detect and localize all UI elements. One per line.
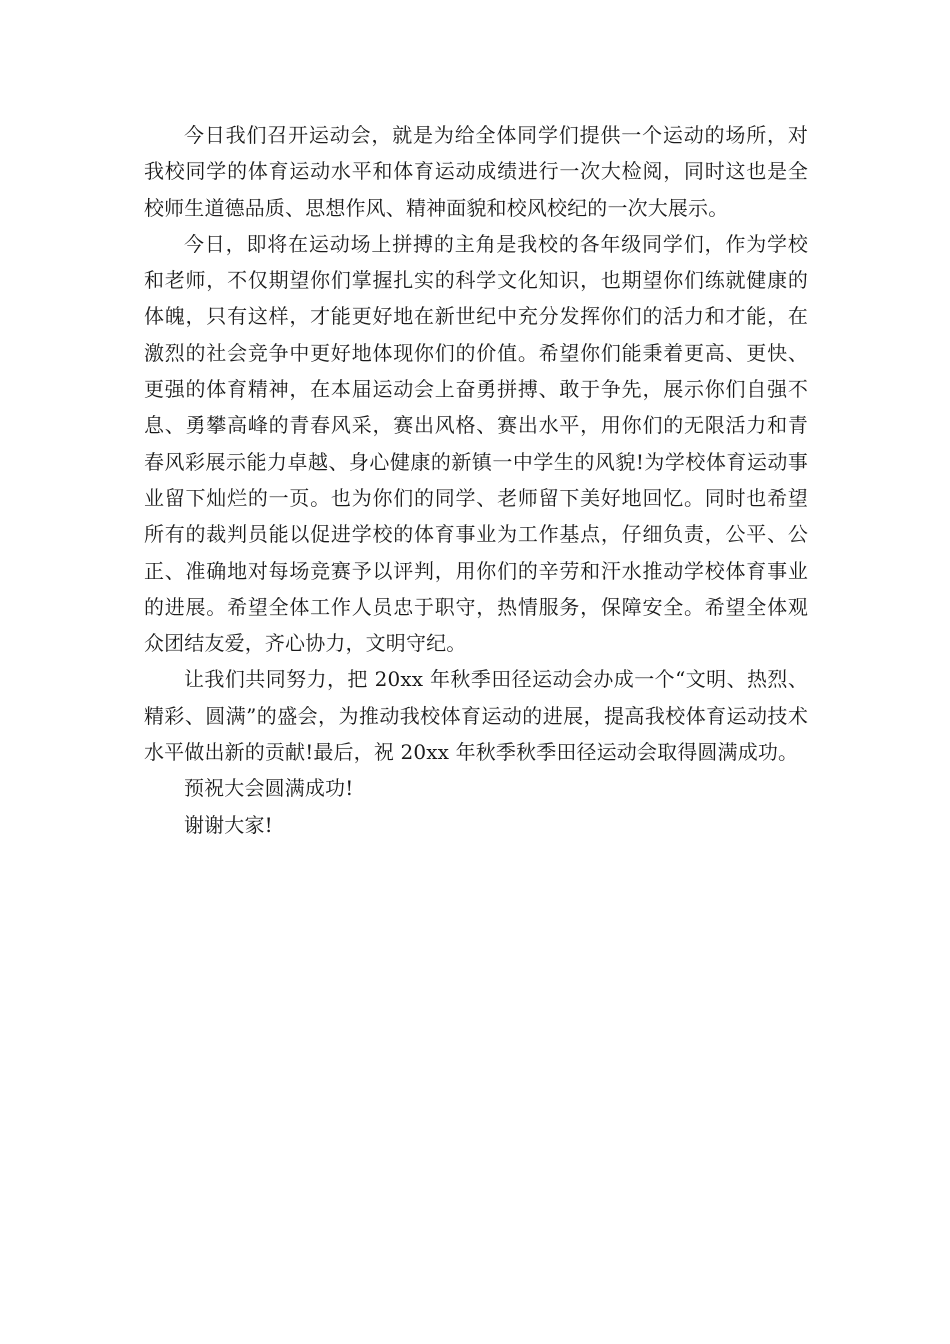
paragraph-call-to-action: 让我们共同努力，把 20xx 年秋季田径运动会办成一个“文明、热烈、精彩、圆满”的盛会，为推动我校体育运动的进展，提高我校体育运动技术水平做出新的贡献!最后，祝 20xx 年秋季秋季田径运动会取得圆满成功。 — [144, 667, 808, 765]
paragraph-opening: 今日我们召开运动会，就是为给全体同学们提供一个运动的场所，对我校同学的体育运动水平和体育运动成绩进行一次大检阅，同时这也是全校师生道德品质、思想作风、精神面貌和校风校纪的一次大展示。 — [144, 123, 808, 220]
paragraph-wish: 预祝大会圆满成功! — [184, 776, 354, 801]
paragraph-expectations: 今日，即将在运动场上拼搏的主角是我校的各年级同学们，作为学校和老师，不仅期望你们掌握扎实的科学文化知识，也期望你们练就健康的体魄，只有这样，才能更好地在新世纪中充分发挥你们的活力和才能，在激烈的社会竞争中更好地体现你们的价值。希望你们能秉着更高、更快、更强的体育精神，在本届运动会上奋勇拼搏、敢于争先，展示你们自强不息、勇攀高峰的青春风采，赛出风格、赛出水平，用你们的无限活力和青春风彩展示能力卓越、身心健康的新镇一中学生的风貌!为学校体育运动事业留下灿烂的一页。也为你们的同学、老师留下美好地回忆。同时也希望所有的裁判员能以促进学校的体育事业为工作基点，仔细负责，公平、公正、准确地对每场竞赛予以评判，用你们的辛劳和汗水推动学校体育事业的进展。希望全体工作人员忠于职守，热情服务，保障安全。希望全体观众团结友爱，齐心协力，文明守纪。 — [144, 231, 808, 656]
document-body — [144, 117, 808, 843]
paragraph-thanks: 谢谢大家! — [184, 812, 273, 837]
